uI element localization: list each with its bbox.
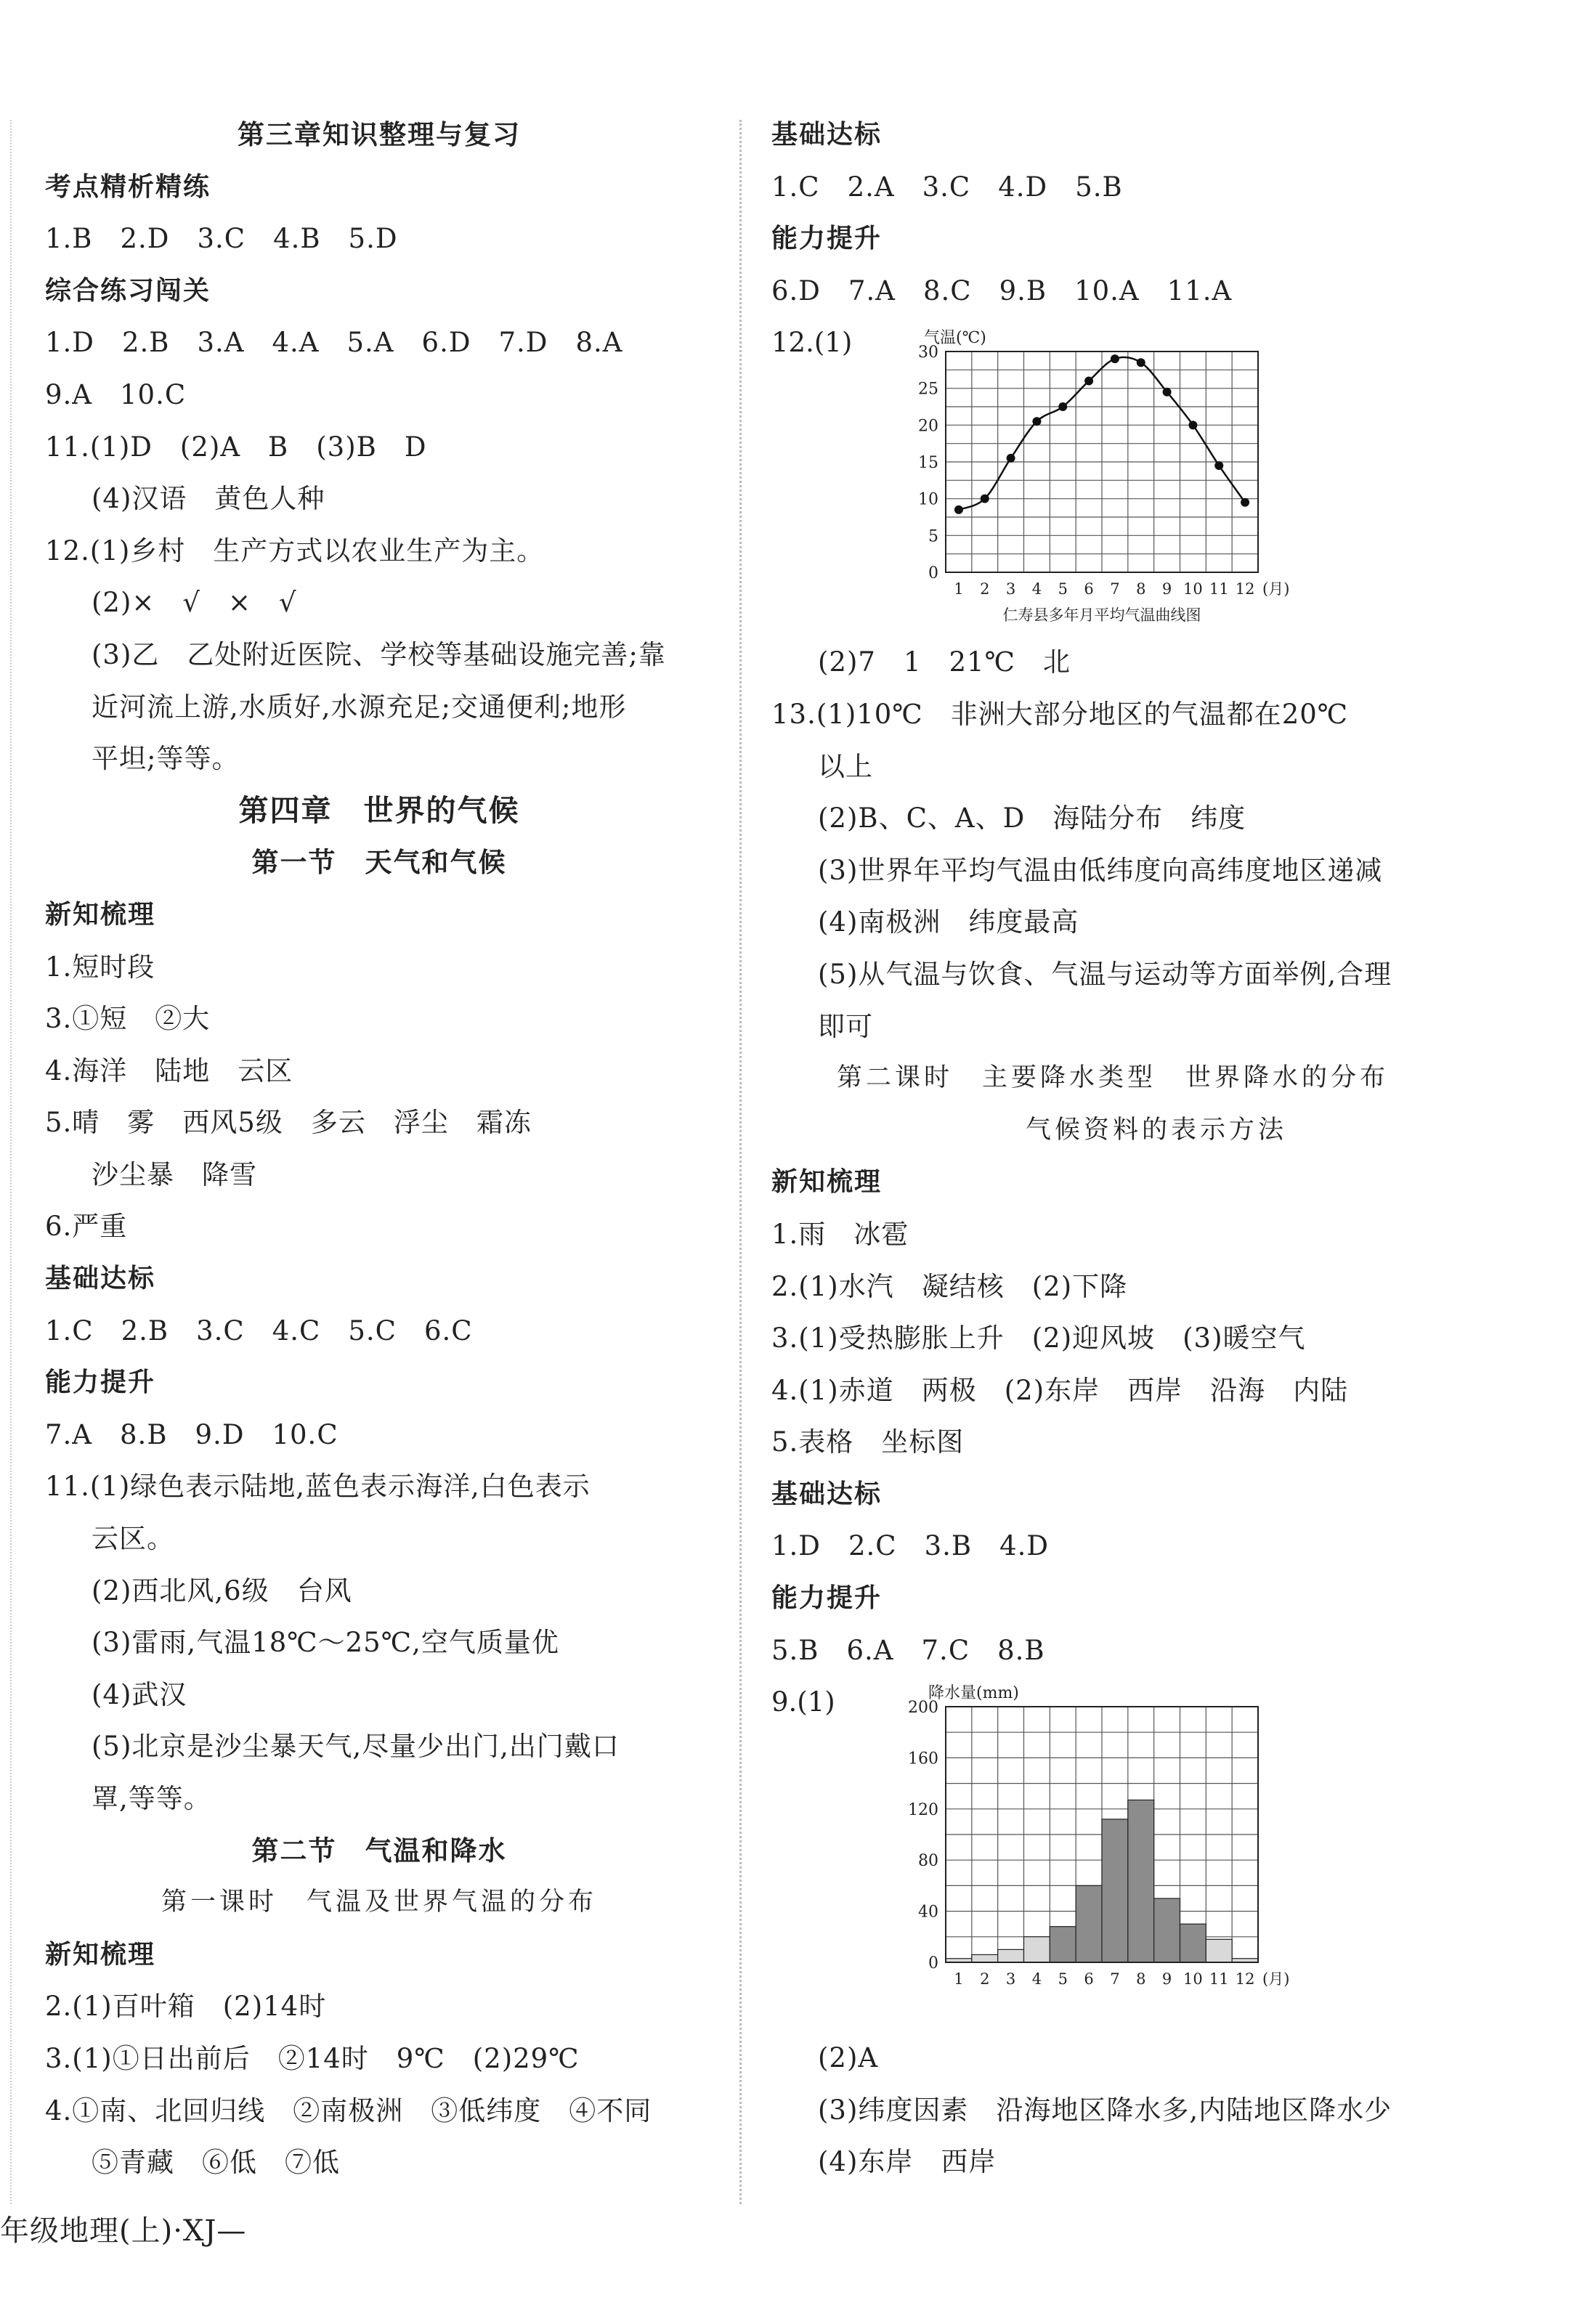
answer-line: 平坦;等等。 [92, 743, 240, 775]
temperature-chart-block [771, 317, 1454, 636]
section1-title: 第一节 天气和气候 [251, 847, 507, 879]
lesson1-title: 第一课时 气温及世界气温的分布 [161, 1888, 597, 1917]
answer-line: 4.海洋 陆地 云区 [45, 1055, 293, 1086]
precipitation-bar [1180, 1924, 1206, 1962]
x-tick-label: 6 [1084, 580, 1094, 598]
lesson2-title: 第二课时 主要降水类型 世界降水的分布 [836, 1063, 1389, 1093]
answer-line: (3)世界年平均气温由低纬度向高纬度地区递减 [818, 854, 1383, 886]
answer-line: (5)北京是沙尘暴天气,尽量少出门,出门戴口 [92, 1731, 620, 1763]
answer-line: 1.短时段 [45, 951, 155, 983]
answer-line: 9.A 10.C [45, 378, 187, 410]
answer-line: 11.(1)绿色表示陆地,蓝色表示海洋,白色表示 [45, 1471, 591, 1503]
section-heading: 基础达标 [45, 1264, 156, 1294]
answer-line: 3.(1)受热膨胀上升 (2)迎风坡 (3)暖空气 [771, 1323, 1306, 1354]
answer-line: 沙尘暴 降雪 [92, 1158, 257, 1190]
y-tick-label: 200 [908, 1699, 938, 1718]
y-axis-label: 降水量(mm) [928, 1684, 1019, 1703]
precipitation-bar [998, 1950, 1024, 1963]
answer-line: (3)乙 乙处附近医院、学校等基础设施完善;靠 [92, 638, 666, 670]
chapter3-review-title: 第三章知识整理与复习 [238, 119, 521, 150]
section-heading: 基础达标 [771, 120, 883, 150]
answer-line: (3)雷雨,气温18℃～25℃,空气质量优 [92, 1627, 559, 1659]
answer-line: (4)东岸 西岸 [818, 2146, 997, 2178]
page-footer: 年级地理(上)·XJ— [0, 2214, 247, 2248]
y-tick-label: 20 [918, 417, 938, 436]
answer-line: 以上 [818, 750, 873, 782]
answer-line: (3)纬度因素 沿海地区降水多,内陆地区降水少 [818, 2094, 1392, 2126]
answer-line: 4.(1)赤道 两极 (2)东岸 西岸 沿海 内陆 [771, 1374, 1349, 1406]
answer-line: (5)从气温与饮食、气温与运动等方面举例,合理 [818, 958, 1392, 990]
x-tick-label: 9 [1161, 580, 1172, 598]
answer-line: 1.B 2.D 3.C 4.B 5.D [45, 223, 398, 255]
y-tick-label: 0 [928, 564, 938, 583]
answer-line: (2)A [818, 2042, 879, 2074]
answer-line: 罩,等等。 [92, 1783, 211, 1814]
temperature-point [1032, 418, 1041, 426]
y-tick-label: 80 [918, 1852, 938, 1871]
x-tick-label: 6 [1084, 1970, 1094, 1988]
x-tick-label: 1 [954, 580, 964, 598]
y-tick-label: 40 [918, 1903, 938, 1922]
section-heading: 能力提升 [771, 1583, 883, 1614]
x-tick-label: 8 [1136, 1970, 1146, 1988]
chapter4-title: 第四章 世界的气候 [238, 792, 520, 828]
temperature-point [981, 495, 989, 503]
temperature-point [1111, 355, 1119, 364]
temperature-point [1007, 454, 1015, 463]
precipitation-bar [1076, 1886, 1102, 1963]
precipitation-bar [1050, 1927, 1076, 1962]
x-tick-label: 2 [980, 580, 990, 598]
temperature-line-chart [837, 317, 1302, 636]
answer-line: 5.B 6.A 7.C 8.B [771, 1634, 1045, 1666]
y-tick-label: 10 [918, 491, 938, 510]
precipitation-bar [972, 1955, 998, 1963]
margin-dotted-line [10, 120, 12, 2204]
section-heading: 新知梳理 [45, 899, 156, 930]
x-tick-label: 5 [1058, 1970, 1068, 1988]
answer-line: 12.(1)乡村 生产方式以农业生产为主。 [45, 535, 545, 566]
column-divider [739, 120, 742, 2204]
y-tick-label: 0 [928, 1954, 938, 1973]
answer-line: (2)7 1 21℃ 北 [818, 646, 1071, 678]
x-tick-label: 3 [1005, 1970, 1016, 1988]
section-heading: 新知梳理 [771, 1167, 883, 1198]
x-tick-label: 11 [1209, 1970, 1229, 1988]
left-column [45, 109, 713, 2189]
answer-line: (4)汉语 黄色人种 [92, 483, 325, 515]
x-axis-unit: (月) [1262, 1970, 1290, 1988]
x-tick-label: 12 [1235, 1970, 1255, 1988]
answer-line: 9.(1) [771, 1686, 835, 1718]
answer-line: 7.A 8.B 9.D 10.C [45, 1418, 338, 1450]
answer-line: 4.①南、北回归线 ②南极洲 ③低纬度 ④不同 [45, 2095, 652, 2126]
precipitation-bar [1024, 1937, 1050, 1962]
section-heading: 综合练习闯关 [45, 275, 211, 306]
y-tick-label: 120 [908, 1801, 938, 1820]
x-tick-label: 12 [1235, 580, 1255, 598]
section-heading: 能力提升 [45, 1368, 156, 1398]
precipitation-bar-chart [837, 1676, 1302, 2032]
y-tick-label: 30 [918, 344, 938, 362]
x-tick-label: 5 [1058, 580, 1068, 598]
answer-line: 近河流上游,水质好,水源充足;交通便利;地形 [92, 691, 627, 723]
x-tick-label: 10 [1183, 1970, 1203, 1988]
precipitation-bar [1128, 1800, 1154, 1963]
answer-line: 即可 [818, 1010, 873, 1042]
answer-line: 云区。 [92, 1523, 174, 1555]
y-tick-label: 15 [918, 454, 938, 473]
answer-line: (4)南极洲 纬度最高 [818, 906, 1079, 938]
x-tick-label: 2 [980, 1970, 990, 1988]
answer-line: 2.(1)水汽 凝结核 (2)下降 [771, 1270, 1128, 1302]
answer-line: 1.雨 冰雹 [771, 1218, 909, 1250]
temperature-point [954, 505, 963, 514]
y-tick-label: 25 [918, 381, 938, 399]
x-tick-label: 7 [1110, 1970, 1120, 1988]
answer-line: (4)武汉 [92, 1678, 187, 1710]
section2-title: 第二节 气温和降水 [251, 1835, 507, 1866]
answer-line: (2)西北风,6级 台风 [92, 1575, 352, 1606]
y-axis-label: 气温(℃) [924, 329, 986, 348]
section-heading: 考点精析精练 [45, 171, 211, 202]
x-tick-label: 1 [954, 1970, 964, 1988]
answer-line: (2)× √ × √ [92, 587, 297, 619]
temperature-point [1188, 421, 1197, 430]
answer-line: 2.(1)百叶箱 (2)14时 [45, 1991, 327, 2023]
x-tick-label: 9 [1161, 1970, 1172, 1988]
right-column [771, 109, 1454, 2188]
y-tick-label: 160 [908, 1750, 938, 1768]
x-tick-label: 11 [1209, 580, 1229, 598]
section-heading: 新知梳理 [45, 1939, 156, 1970]
temperature-point [1241, 498, 1249, 507]
precipitation-bar [1102, 1819, 1128, 1962]
answer-line: 5.晴 雾 西风5级 多云 浮尘 霜冻 [45, 1107, 532, 1139]
answer-line: 5.表格 坐标图 [771, 1426, 965, 1458]
precipitation-bar [1154, 1898, 1180, 1962]
section-heading: 基础达标 [771, 1479, 883, 1509]
precipitation-bar [1206, 1940, 1232, 1963]
temperature-point [1084, 377, 1093, 386]
answer-line: 1.C 2.A 3.C 4.D 5.B [771, 171, 1123, 203]
temperature-point [1058, 402, 1067, 411]
x-axis-unit: (月) [1262, 580, 1290, 598]
temperature-point [1214, 461, 1223, 470]
answer-line: 13.(1)10℃ 非洲大部分地区的气温都在20℃ [771, 698, 1349, 730]
x-tick-label: 10 [1183, 580, 1203, 598]
x-tick-label: 4 [1031, 1970, 1042, 1988]
y-tick-label: 5 [928, 527, 938, 546]
x-tick-label: 3 [1005, 580, 1016, 598]
x-tick-label: 4 [1031, 580, 1042, 598]
answer-line: 6.严重 [45, 1211, 128, 1243]
answer-line: 3.(1)①日出前后 ②14时 9℃ (2)29℃ [45, 2042, 580, 2074]
answer-line: 1.D 2.B 3.A 4.A 5.A 6.D 7.D 8.A [45, 327, 623, 359]
answer-line: 1.D 2.C 3.B 4.D [771, 1530, 1050, 1562]
lesson2-subtitle: 气候资料的表示方法 [1025, 1115, 1287, 1145]
chart-title: 仁寿县多年月平均气温曲线图 [1002, 606, 1201, 625]
precipitation-chart-block [771, 1676, 1454, 2032]
answer-line: 12.(1) [771, 327, 853, 359]
x-tick-label: 7 [1110, 580, 1120, 598]
answer-line: 6.D 7.A 8.C 9.B 10.A 11.A [771, 275, 1233, 306]
answer-line: (2)B、C、A、D 海陆分布 纬度 [818, 803, 1246, 834]
temperature-point [1137, 359, 1145, 367]
answer-line: 3.①短 ②大 [45, 1003, 211, 1035]
answer-line: 11.(1)D (2)A B (3)B D [45, 431, 427, 463]
answer-line: ⑤青藏 ⑥低 ⑦低 [92, 2147, 340, 2179]
section-heading: 能力提升 [771, 224, 883, 254]
x-tick-label: 8 [1136, 580, 1146, 598]
temperature-point [1163, 388, 1172, 397]
answer-line: 1.C 2.B 3.C 4.C 5.C 6.C [45, 1315, 473, 1346]
